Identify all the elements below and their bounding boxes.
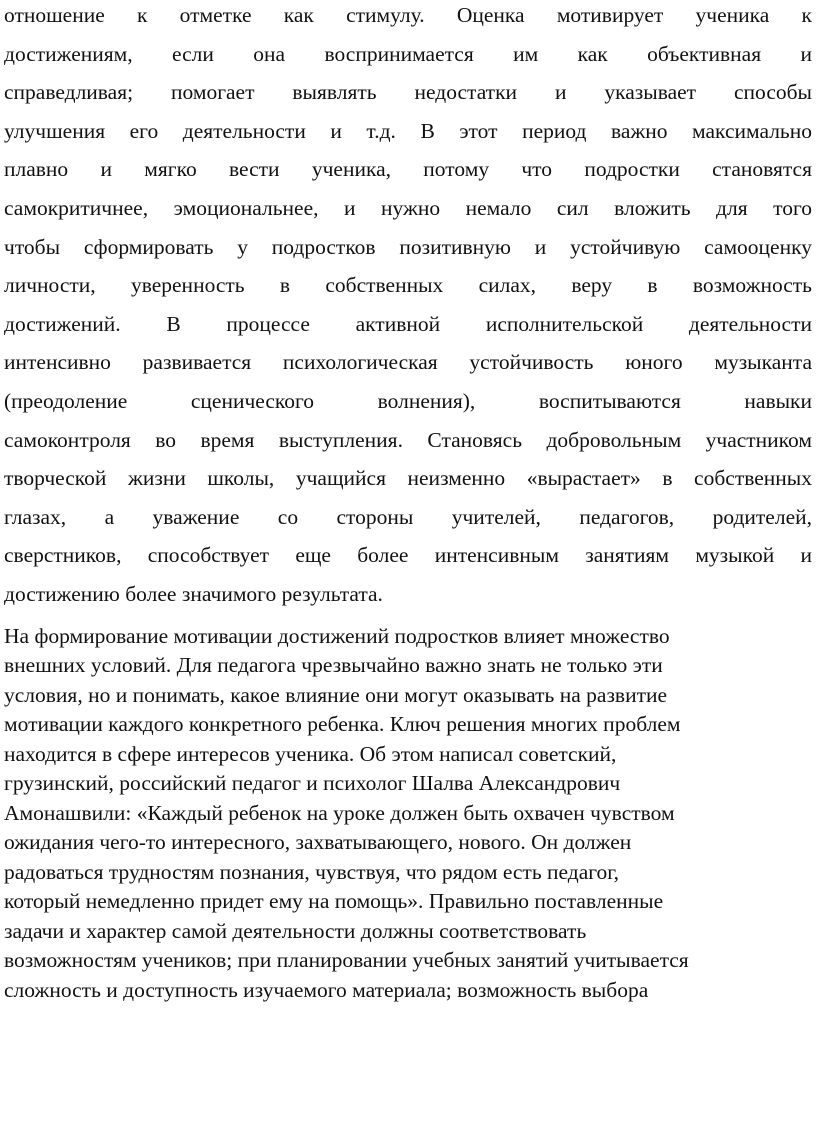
- paragraph-2-line: находится в сфере интересов ученика. Об этом написал советский,: [4, 741, 617, 766]
- paragraph-1-line: самокритичнее, эмоциональнее, и нужно немало сил вложить для того: [4, 195, 812, 220]
- paragraph-1-line: (преодоление сценического волнения), воспитываются навыки: [4, 388, 812, 413]
- paragraph-2: [4, 622, 812, 1006]
- paragraph-2-line: грузинский, российский педагог и психолог Шалва Александрович: [4, 771, 621, 795]
- document-page: [4, 0, 812, 1005]
- paragraph-1-line: сверстников, способствует еще более интенсивным занятиям музыкой и: [4, 543, 812, 568]
- paragraph-1-line: достижениям, если она воспринимается им как объективная и: [4, 41, 812, 66]
- paragraph-1-line: глазах, а уважение со стороны учителей, педагогов, родителей,: [4, 504, 812, 529]
- paragraph-1-line: достижений. В процессе активной исполнительской деятельности: [4, 311, 812, 336]
- paragraph-2-line: условия, но и понимать, какое влияние они могут оказывать на развитие: [4, 682, 668, 707]
- paragraph-2-line: сложность и доступность изучаемого материала; возможность выбора: [4, 977, 649, 1002]
- paragraph-2-line: возможностям учеников; при планировании учебных занятий учитывается: [4, 948, 689, 972]
- paragraph-1: [4, 0, 812, 614]
- paragraph-1-line: интенсивно развивается психологическая устойчивость юного музыканта: [4, 350, 812, 375]
- paragraph-2-line: радоваться трудностям познания, чувствуя, что рядом есть педагог,: [4, 859, 620, 884]
- paragraph-2-line: который немедленно придет ему на помощь». Правильно поставленные: [4, 889, 664, 913]
- paragraph-1-line: справедливая; помогает выявлять недостатки и указывает способы: [4, 80, 812, 105]
- paragraph-1-line: личности, уверенность в собственных силах, веру в возможность: [4, 273, 812, 298]
- paragraph-1-line: самоконтроля во время выступления. Становясь добровольным участником: [4, 427, 812, 452]
- paragraph-1-line: улучшения его деятельности и т.д. В этот период важно максимально: [4, 118, 812, 143]
- paragraph-1-line: отношение к отметке как стимулу. Оценка мотивирует ученика к: [4, 3, 812, 27]
- paragraph-2-line: ожидания чего-то интересного, захватывающего, нового. Он должен: [4, 830, 632, 854]
- paragraph-1-line: плавно и мягко вести ученика, потому что подростки становятся: [4, 157, 812, 182]
- paragraph-2-line: мотивации каждого конкретного ребенка. Ключ решения многих проблем: [4, 712, 681, 736]
- paragraph-2-line: внешних условий. Для педагога чрезвычайно важно знать не только эти: [4, 653, 663, 677]
- paragraph-2-line: Амонашвили: «Каждый ребенок на уроке должен быть охвачен чувством: [4, 800, 675, 825]
- paragraph-2-line: На формирование мотивации достижений подростков влияет множество: [4, 623, 670, 648]
- paragraph-1-line: чтобы сформировать у подростков позитивную и устойчивую самооценку: [4, 234, 812, 259]
- paragraph-2-line: задачи и характер самой деятельности должны соответствовать: [4, 918, 587, 943]
- paragraph-1-line: достижению более значимого результата.: [4, 581, 383, 606]
- paragraph-1-line: творческой жизни школы, учащийся неизменно «вырастает» в собственных: [4, 466, 812, 491]
